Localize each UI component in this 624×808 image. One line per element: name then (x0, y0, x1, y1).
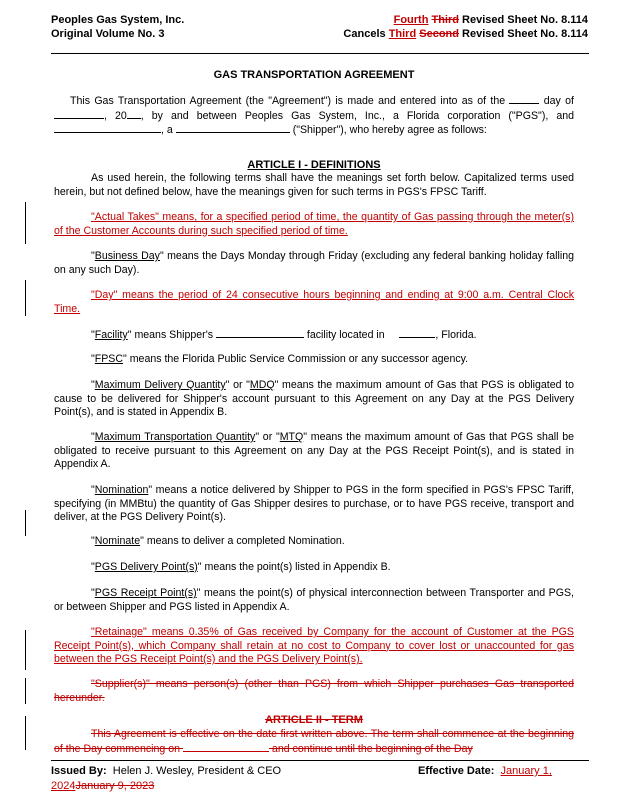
cancels-label: Cancels (343, 28, 386, 40)
definition-delivery-points: "PGS Delivery Point(s)" means the point(s) listed in Appendix B. (91, 561, 391, 573)
issued-by: Issued By: Helen J. Wesley, President & CEO (51, 765, 282, 777)
definition-actual-takes: "Actual Takes" means, for a specified period of time, the quantity of Gas passing through the meter(s) of the Customer Accounts during such specified period of time. (54, 211, 574, 237)
cancels-rest: Revised Sheet No. 8.114 (462, 28, 588, 40)
definition-nomination: "Nomination" means a notice delivered by Shipper to PGS in the form specified in PGS's FPSC Tariff, specifying (in MMBtu) the quantity of Gas Shipper desires to purchase, or to have PGS receive, transport and deliver, at the PGS Delivery Point(s). (54, 484, 574, 524)
volume-number: Original Volume No. 3 (51, 28, 165, 40)
definition-facility: "Facility" means Shipper's facility located in , Florida. (91, 329, 477, 341)
effective-date-line-2: 2024January 9, 2023 (51, 780, 155, 792)
change-bar (25, 280, 26, 316)
definition-suppliers-deleted: "Supplier(s)" means person(s) (other than PGS) from which Shipper purchases Gas transported hereunder. (54, 678, 574, 704)
intro-paragraph: This Gas Transportation Agreement (the "Agreement") is made and entered into as of the day of , 20 , by and between Peoples Gas System, Inc., a Florida corporation ("PGS"), and , a ("Shipper"), who hereby agree as follows: (54, 94, 574, 138)
definition-day: "Day" means the period of 24 consecutive hours beginning and ending at 9:00 a.m. Central Clock Time. (54, 289, 574, 315)
definition-fpsc: "FPSC" means the Florida Public Service Commission or any successor agency. (91, 353, 469, 365)
sheet-new-revision: Fourth (393, 14, 429, 26)
footer-rule (51, 760, 589, 761)
effective-date-new: January 1, (500, 765, 552, 777)
article-2-heading: ARTICLE II - TERM (265, 714, 363, 726)
change-bar (25, 510, 26, 536)
company-name: Peoples Gas System, Inc. (51, 14, 185, 26)
sheet-number (394, 13, 588, 27)
cancels-new-revision: Third (388, 28, 417, 40)
change-bar (25, 716, 26, 750)
cancels-old-revision: Second (419, 28, 459, 40)
definition-nominate: "Nominate" means to deliver a completed Nomination. (91, 535, 345, 547)
effective-date-old: January 9, 2023 (75, 780, 155, 792)
definition-mdq: "Maximum Delivery Quantity" or "MDQ" means the maximum amount of Gas that PGS is obligated to cause to be delivered for Shipper's account pursuant to this Agreement on any Day at the PGS Delivery Point(s), and is stated in Appendix B. (54, 379, 574, 419)
change-bar (25, 630, 26, 670)
definition-receipt-points: "PGS Receipt Point(s)" means the point(s) of physical interconnection between Transporter and PGS, or between Shipper and PGS listed in Appendix A. (54, 587, 574, 613)
sheet-rest: Revised Sheet No. 8.114 (462, 14, 588, 26)
cancels-sheet (343, 27, 588, 41)
change-bar (25, 202, 26, 244)
article-2-term-text: This Agreement is effective on the date first written above. The term shall commence at the beginning of the Day commencing on and continue until the beginning of the Day (54, 728, 574, 755)
definition-retainage: "Retainage" means 0.35% of Gas received by Company for the account of Customer at the PGS Receipt Point(s), which Company shall retain at no cost to Company to cover lost or unaccounted for gas between the PGS Receipt Point(s) and the PGS Delivery Point(s). (54, 626, 574, 666)
definition-business-day: "Business Day" means the Days Monday through Friday (excluding any federal banking holiday falling on any such Day). (54, 250, 574, 276)
sheet-old-revision: Third (431, 14, 459, 26)
effective-date: Effective Date: January 1, (418, 765, 552, 777)
definition-mtq: "Maximum Transportation Quantity" or "MTQ" means the maximum amount of Gas that PGS shall be obligated to receive pursuant to this Agreement on any Day at the PGS Receipt Point(s), and is stated in Appendix A. (54, 431, 574, 471)
header-rule (51, 53, 589, 54)
article-1-intro: As used herein, the following terms shall have the meanings set forth below. Capitalized terms used herein, but not defined below, have the meanings given for such terms in PGS's FPSC Tariff. (54, 172, 574, 198)
change-bar (25, 678, 26, 704)
agreement-title: GAS TRANSPORTATION AGREEMENT (213, 69, 415, 81)
article-1-heading: ARTICLE I - DEFINITIONS (247, 159, 381, 171)
